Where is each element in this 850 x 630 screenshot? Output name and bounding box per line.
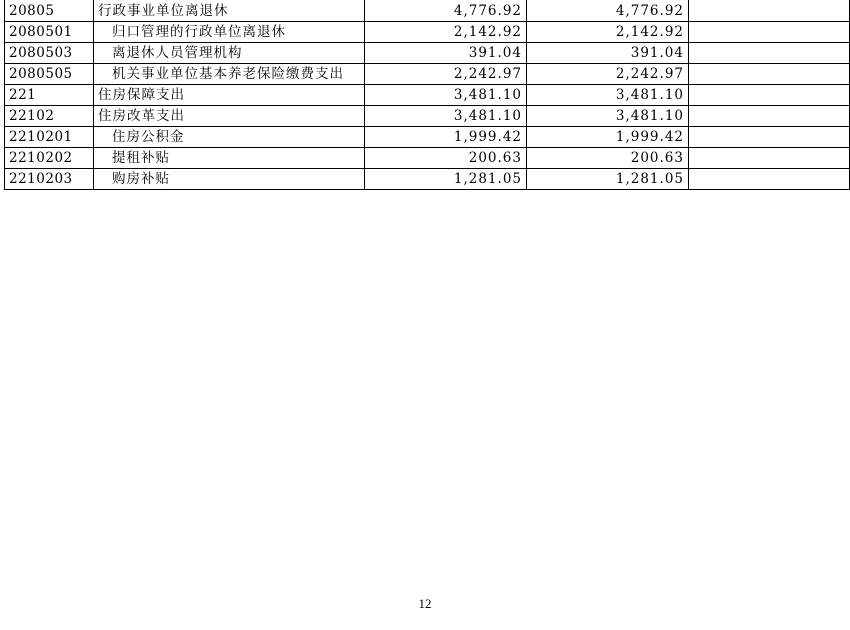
basic-expenditure-cell: 391.04 <box>527 43 689 64</box>
subject-name-cell: 住房改革支出 <box>94 106 365 127</box>
subject-name-cell: 行政事业单位离退休 <box>94 0 365 22</box>
project-expenditure-cell <box>689 43 850 64</box>
project-expenditure-cell <box>689 127 850 148</box>
basic-expenditure-cell: 3,481.10 <box>527 106 689 127</box>
project-expenditure-cell <box>689 64 850 85</box>
total-amount-cell: 391.04 <box>365 43 527 64</box>
budget-table <box>4 0 850 190</box>
total-amount-cell: 2,242.97 <box>365 64 527 85</box>
page-number: 12 <box>418 596 432 611</box>
basic-expenditure-cell: 2,142.92 <box>527 22 689 43</box>
table-row <box>5 85 850 106</box>
table-row <box>5 106 850 127</box>
basic-expenditure-cell: 2,242.97 <box>527 64 689 85</box>
project-expenditure-cell <box>689 0 850 22</box>
table-row <box>5 169 850 190</box>
subject-code-cell: 2210203 <box>5 169 94 190</box>
basic-expenditure-cell: 4,776.92 <box>527 0 689 22</box>
subject-name-cell: 住房保障支出 <box>94 85 365 106</box>
project-expenditure-cell <box>689 148 850 169</box>
project-expenditure-cell <box>689 22 850 43</box>
subject-code-cell: 22102 <box>5 106 94 127</box>
project-expenditure-cell <box>689 85 850 106</box>
total-amount-cell: 1,999.42 <box>365 127 527 148</box>
total-amount-cell: 200.63 <box>365 148 527 169</box>
subject-name-cell: 购房补贴 <box>94 169 365 190</box>
table-row <box>5 127 850 148</box>
basic-expenditure-cell: 200.63 <box>527 148 689 169</box>
subject-code-cell: 2210202 <box>5 148 94 169</box>
subject-code-cell: 20805 <box>5 0 94 22</box>
table-row <box>5 22 850 43</box>
subject-name-cell: 离退休人员管理机构 <box>94 43 365 64</box>
project-expenditure-cell <box>689 106 850 127</box>
basic-expenditure-cell: 1,999.42 <box>527 127 689 148</box>
total-amount-cell: 3,481.10 <box>365 106 527 127</box>
total-amount-cell: 1,281.05 <box>365 169 527 190</box>
subject-code-cell: 2080503 <box>5 43 94 64</box>
total-amount-cell: 2,142.92 <box>365 22 527 43</box>
subject-code-cell: 2080501 <box>5 22 94 43</box>
table-row <box>5 148 850 169</box>
subject-name-cell: 归口管理的行政单位离退休 <box>94 22 365 43</box>
table-row <box>5 43 850 64</box>
subject-code-cell: 221 <box>5 85 94 106</box>
total-amount-cell: 3,481.10 <box>365 85 527 106</box>
budget-table-body <box>5 0 850 190</box>
table-row <box>5 64 850 85</box>
total-amount-cell: 4,776.92 <box>365 0 527 22</box>
basic-expenditure-cell: 3,481.10 <box>527 85 689 106</box>
basic-expenditure-cell: 1,281.05 <box>527 169 689 190</box>
subject-code-cell: 2210201 <box>5 127 94 148</box>
table-row <box>5 0 850 22</box>
subject-code-cell: 2080505 <box>5 64 94 85</box>
subject-name-cell: 机关事业单位基本养老保险缴费支出 <box>94 64 365 85</box>
subject-name-cell: 住房公积金 <box>94 127 365 148</box>
project-expenditure-cell <box>689 169 850 190</box>
subject-name-cell: 提租补贴 <box>94 148 365 169</box>
